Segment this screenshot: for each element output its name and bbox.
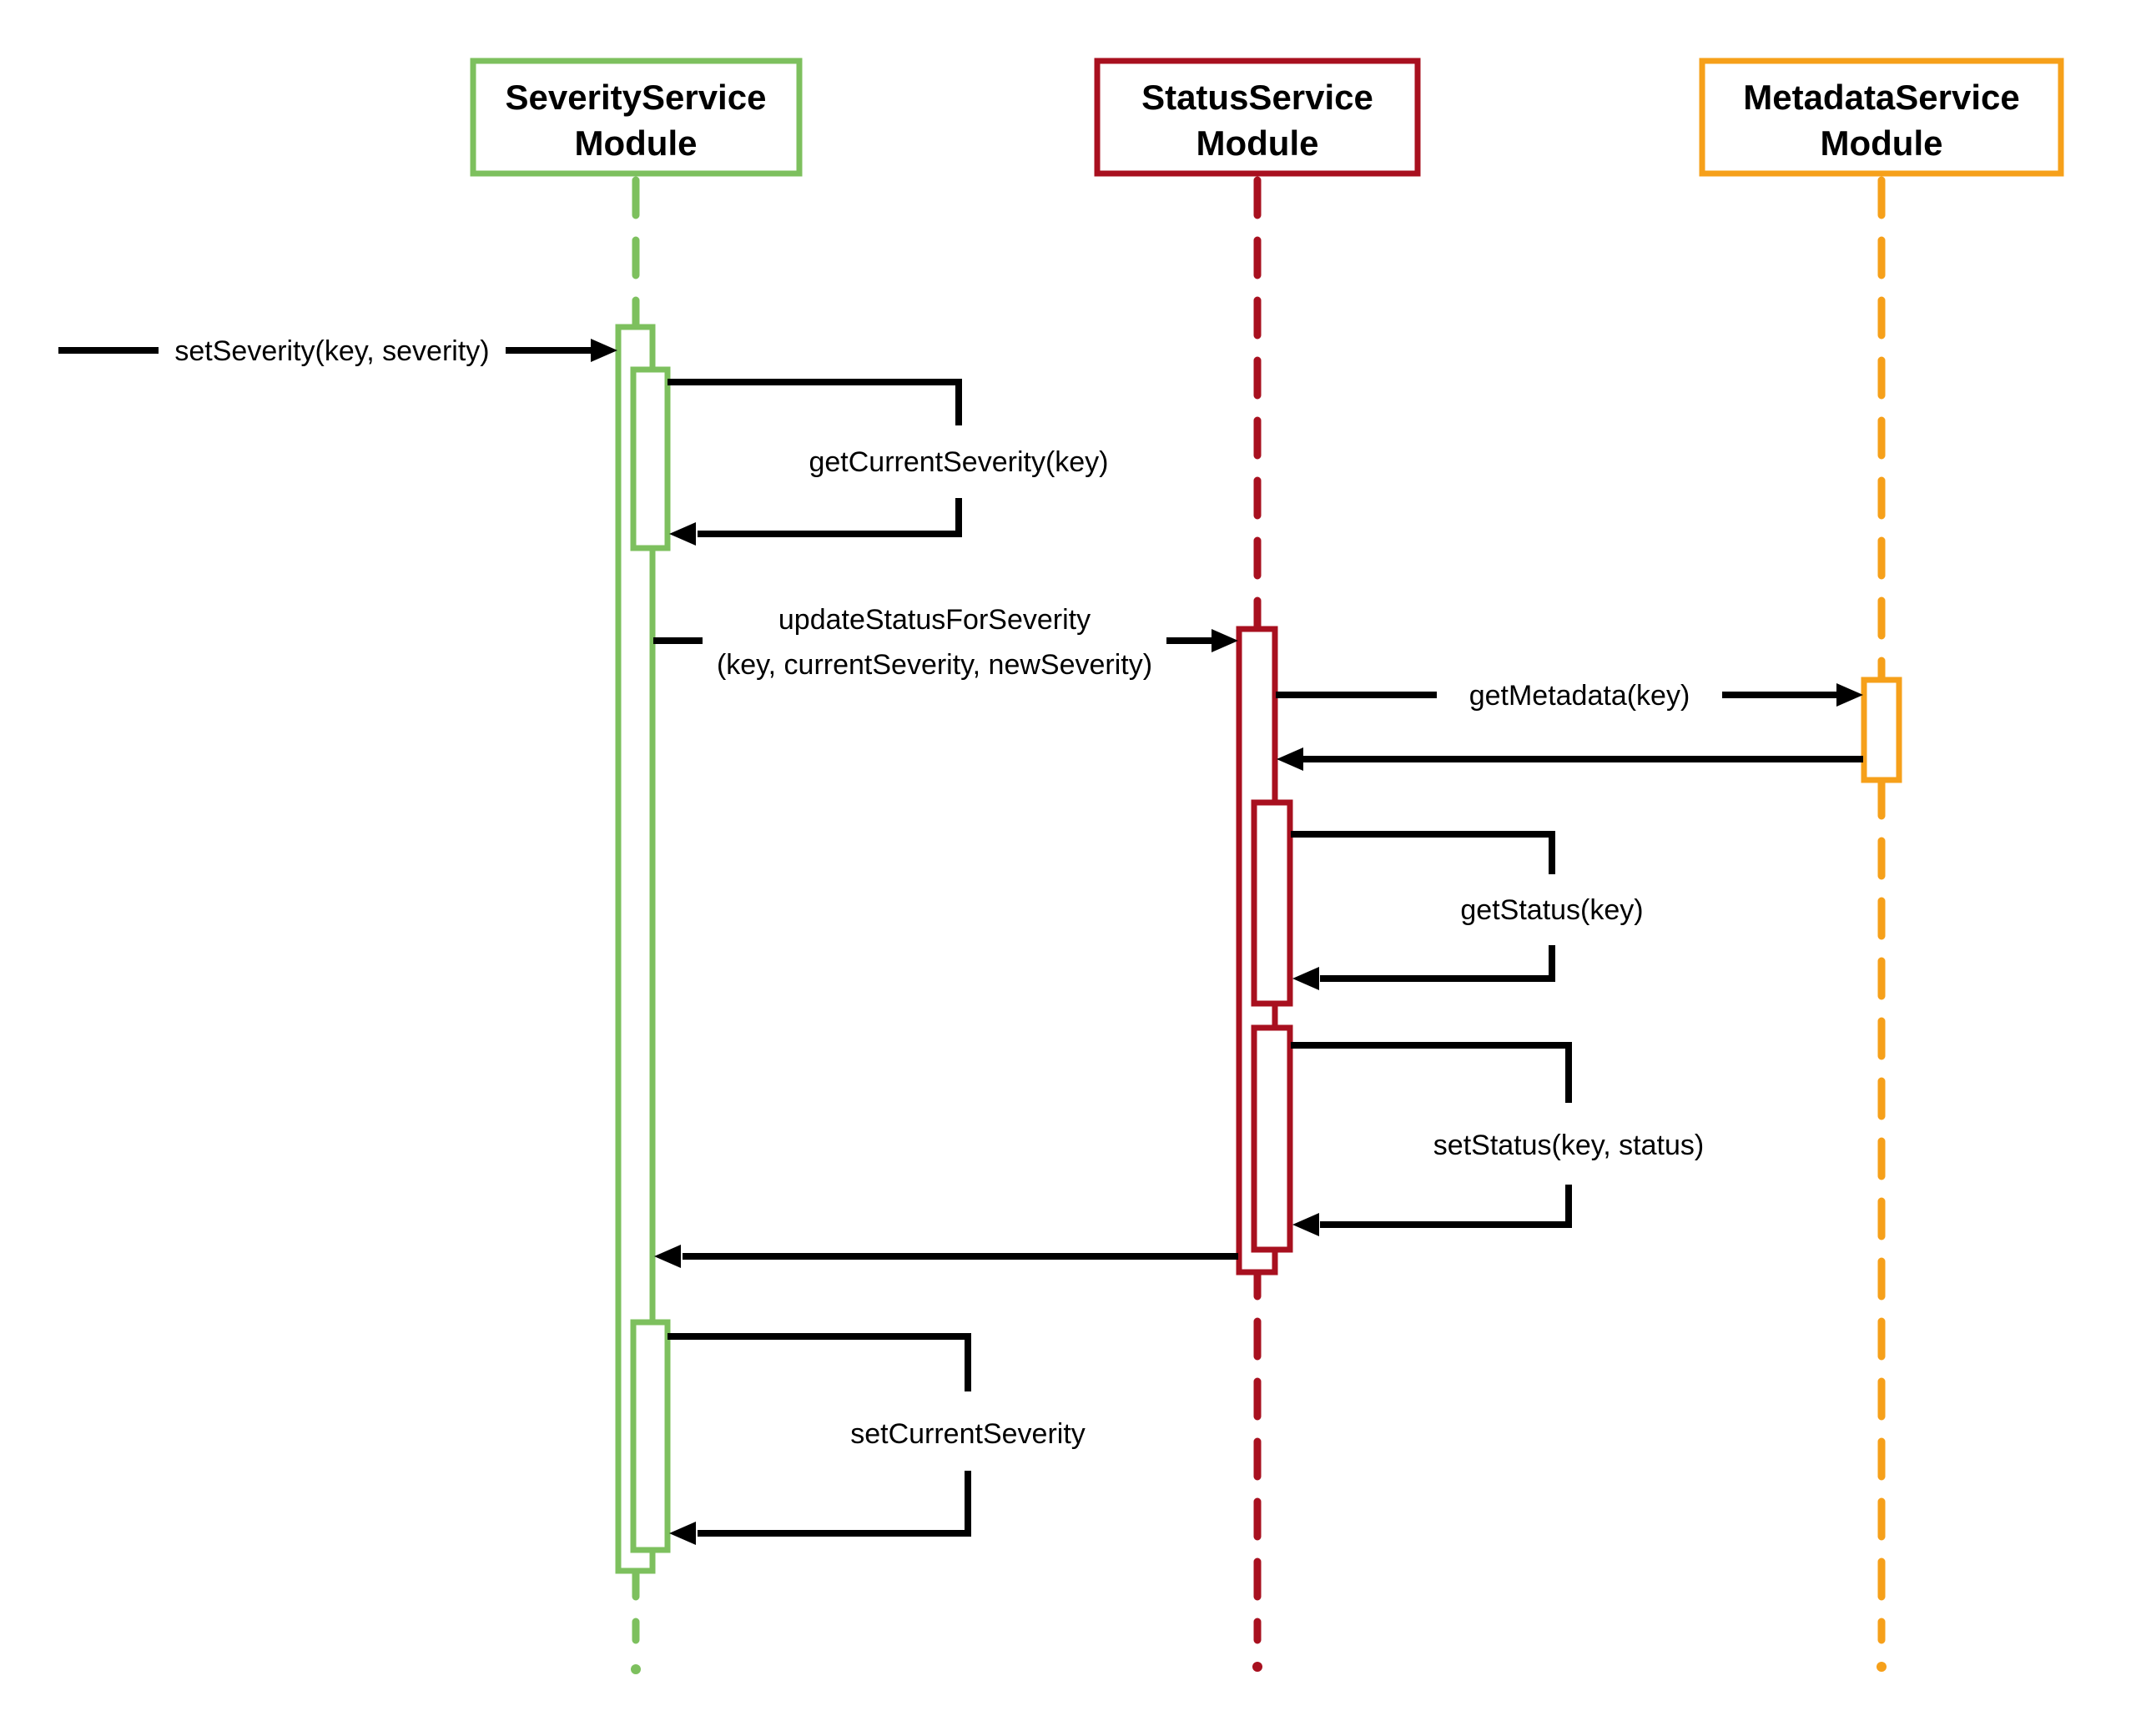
message-line-get-status-top	[1291, 834, 1552, 874]
lifeline-end-dot-statusservice	[1252, 1662, 1262, 1672]
message-line-get-status-bottom	[1320, 945, 1552, 979]
message-line-set-status-top	[1291, 1045, 1569, 1103]
arrowhead-set-current-severity	[669, 1522, 696, 1545]
lifeline-end-dot-severityservice	[631, 1664, 641, 1674]
message-get-current-severity	[668, 382, 1109, 546]
participant-name-severityservice-line2: Module	[574, 123, 698, 163]
message-label-update-status-line1: updateStatusForSeverity	[778, 604, 1091, 636]
message-label-set-severity: setSeverity(key, severity)	[174, 335, 490, 367]
message-label-set-current-severity: setCurrentSeverity	[850, 1418, 1086, 1450]
arrowhead-metadata-return	[1277, 747, 1303, 771]
arrowhead-set-status	[1292, 1213, 1319, 1236]
activation-severityservice-setcurrentseverity	[633, 1322, 668, 1550]
message-set-severity	[58, 335, 617, 367]
message-line-get-current-severity-top	[668, 382, 959, 425]
message-label-update-status-line2: (key, currentSeverity, newSeverity)	[716, 649, 1153, 681]
participant-severityservice	[473, 61, 799, 174]
message-line-set-current-severity-bottom	[698, 1471, 968, 1533]
activation-severityservice-getcurrentseverity	[633, 370, 668, 548]
message-metadata-return	[1277, 747, 1863, 771]
message-line-set-status-bottom	[1320, 1185, 1569, 1225]
message-label-get-metadata: getMetadata(key)	[1468, 680, 1690, 712]
message-line-get-current-severity-bottom	[698, 498, 959, 534]
message-get-metadata	[1276, 680, 1863, 712]
participant-name-metadataservice-line2: Module	[1820, 123, 1943, 163]
activation-metadataservice-getmetadata	[1864, 680, 1899, 780]
message-get-status	[1291, 834, 1644, 990]
participant-name-metadataservice-line1: MetadataService	[1743, 78, 2020, 117]
arrowhead-get-current-severity	[669, 522, 696, 546]
arrowhead-get-status	[1292, 967, 1319, 990]
arrowhead-status-return	[654, 1245, 681, 1268]
message-label-get-current-severity: getCurrentSeverity(key)	[809, 446, 1109, 478]
participant-name-statusservice-line1: StatusService	[1141, 78, 1373, 117]
activation-statusservice-getstatus	[1254, 803, 1290, 1004]
participant-name-statusservice-line2: Module	[1196, 123, 1319, 163]
message-label-set-status: setStatus(key, status)	[1433, 1130, 1705, 1161]
activation-statusservice-setstatus	[1254, 1028, 1290, 1250]
participant-name-severityservice-line1: SeverityService	[505, 78, 767, 117]
message-line-set-current-severity-top	[668, 1336, 968, 1391]
message-update-status-for-severity	[653, 604, 1238, 681]
message-status-return	[654, 1245, 1238, 1268]
lifeline-end-dot-metadataservice	[1877, 1662, 1887, 1672]
arrowhead-update-status	[1212, 629, 1238, 652]
message-set-status	[1291, 1045, 1704, 1236]
message-set-current-severity	[668, 1336, 1086, 1545]
message-label-get-status: getStatus(key)	[1460, 894, 1644, 926]
participant-statusservice	[1097, 61, 1418, 174]
arrowhead-set-severity	[591, 339, 617, 362]
participant-metadataservice	[1702, 61, 2061, 174]
arrowhead-get-metadata	[1836, 683, 1863, 707]
